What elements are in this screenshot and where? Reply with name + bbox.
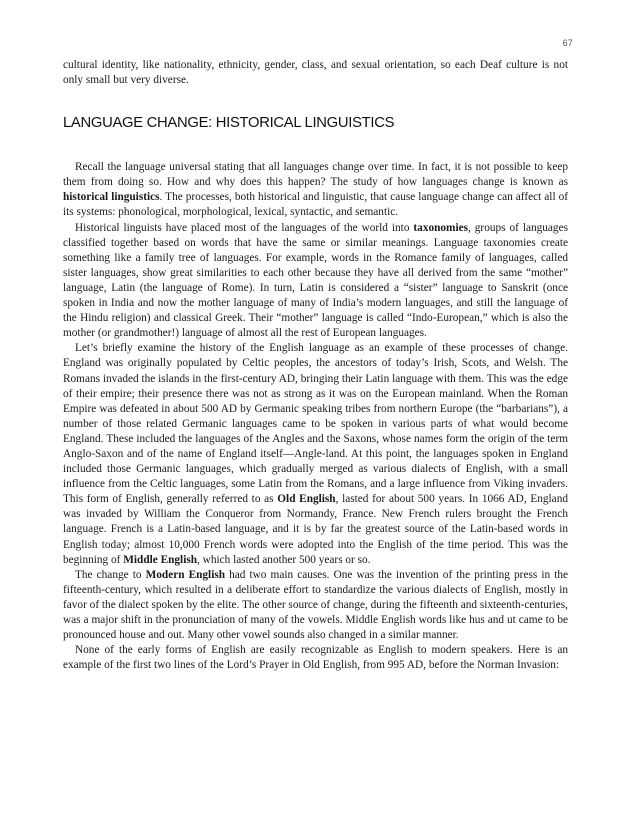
paragraph-modern-english (63, 568, 568, 643)
paragraph-text: , groups of languages classified together based on words that have the same or similar meanings. Language taxonomies create something like a family tree of languages. For example, words in the Romance family of languages, called sister languages, show great similarities to each other because they have all derived from the same “mother” language, Latin (the language of Rome). In turn, Latin is considered a “sister” language to Sanskrit (once spoken in India and now the mother language of many of India’s modern languages, and still the language of the Hindu religion) and classical Greek. Their “mother” language is called “Indo-European,” which is also the mother (or grandmother!) language of almost all the rest of European languages. (63, 221, 568, 340)
page-body (63, 58, 568, 673)
page-number: 67 (562, 38, 573, 48)
paragraph-historical-linguistics (63, 160, 568, 220)
term-modern-english: Modern English (145, 568, 226, 581)
paragraph-text: Let’s briefly examine the history of the English language as an example of these processes of change. England was originally populated by Celtic peoples, the ancestors of today’s Irish, Scots, and Welsh. The Romans invaded the islands in the first-century AD, bringing their Latin language with them. This was the edge of their empire; their presence there was not as strong as it was on the European mainland. When the Roman Empire was defeated in about 500 AD by Germanic speaking tribes from northern Europe (the “barbarians”), a number of those related Germanic languages came to be spoken in various parts of what would become England. These included the languages of the Angles and the Saxons, whose names form the origin of the term Anglo-Saxon and of the name of England itself—Angle-land. At this point, the languages spoken in England included those Germanic languages, which gradually merged as various dialects of English, with a small influence from the Celtic languages, some Latin from the Romans, and a large influence from Viking invaders. This form of English, generally referred to as (63, 342, 568, 506)
term-historical-linguistics: historical linguistics (63, 191, 160, 204)
term-old-english: Old English (277, 493, 336, 506)
paragraph-english-history (63, 341, 568, 567)
paragraph-text: None of the early forms of English are easily recognizable as English to modern speakers. Here is an example of the first two lines of the Lord’s Prayer in Old English, from 995 AD, before the Norman Invasion: (63, 644, 568, 672)
paragraph-text: Recall the language universal stating that all languages change over time. In fact, it is not possible to keep them from doing so. How and why does this happen? The study of how languages change is known as (63, 161, 568, 189)
paragraph-text: , which lasted another 500 years or so. (197, 553, 371, 566)
intro-paragraph: cultural identity, like nationality, ethnicity, gender, class, and sexual orientation, so each Deaf culture is not only small but very diverse. (63, 59, 568, 87)
term-taxonomies: taxonomies (413, 221, 469, 234)
paragraph-taxonomies (63, 221, 568, 342)
section-heading: LANGUAGE CHANGE: HISTORICAL LINGUISTICS (63, 115, 395, 132)
paragraph-text: . The processes, both historical and linguistic, that cause language change can affect all of its systems: phonological, morphological, lexical, syntactic, and semantic. (63, 191, 569, 219)
paragraph-text: The change to (75, 568, 146, 581)
paragraph-text: had two main causes. One was the invention of the printing press in the fifteenth-century, which resulted in a deliberate effort to standardize the various dialects of English, mostly in favor of the dialect spoken by the elite. The other source of change, during the fifteenth and sixteenth-centuries, was a major shift in the pronunciation of many of the vowels. Middle English words like hus and ut came to be pronounced house and out. Many other vowel sounds also changed in a similar manner. (63, 568, 569, 642)
paragraph-text: Historical linguists have placed most of the languages of the world into (75, 221, 414, 234)
paragraph-text: , lasted for about 500 years. In 1066 AD, England was invaded by William the Conqueror from Normandy, France. New French rulers brought the French language. French is a Latin-based language, and it is by far the greatest source of the Latin-based words in English today; almost 10,000 French words were adopted into the English of the time period. This was the beginning of (63, 493, 568, 566)
paragraph-lords-prayer-intro (63, 643, 568, 673)
term-middle-english: Middle English (123, 553, 198, 566)
